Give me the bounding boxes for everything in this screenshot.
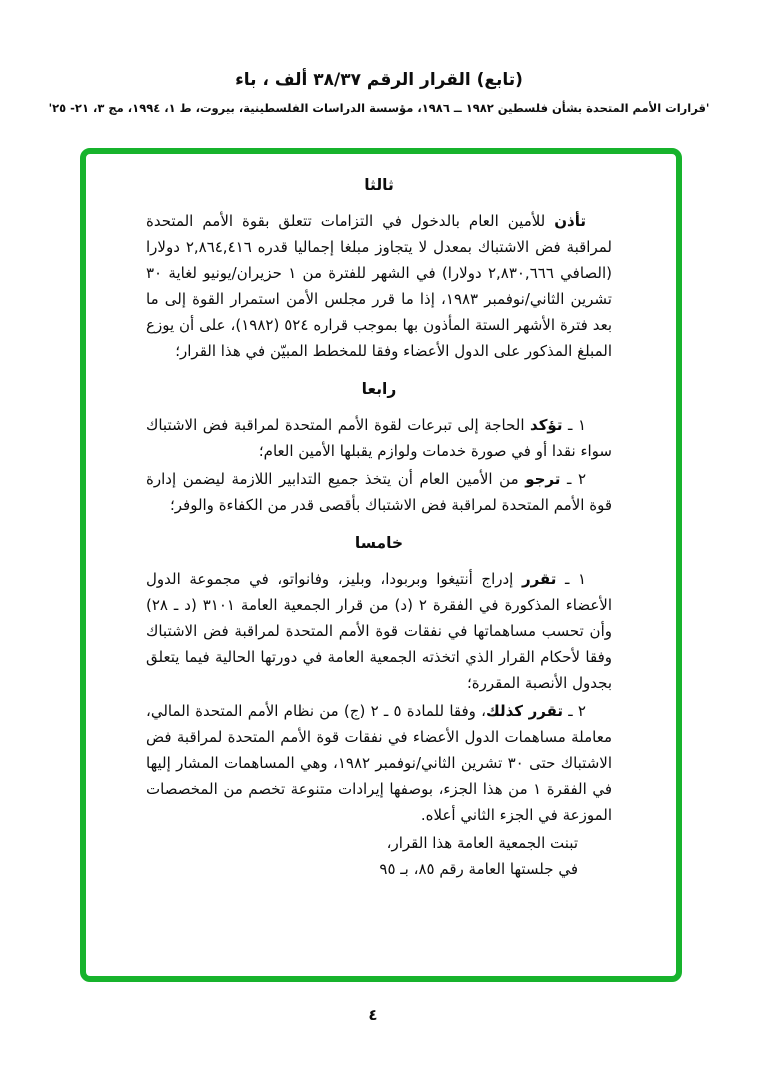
paragraph-number: ٢ ـ: [560, 470, 586, 488]
paragraph: [146, 412, 612, 464]
paragraph-body: من الأمين العام أن يتخذ جميع التدابير اللازمة ليضمن إدارة قوة الأمم المتحدة لمراقبة فض الاشتباك بأقصى قدر من الكفاءة والوفر؛: [146, 470, 612, 514]
paragraph-lead-word: تقرر كذلك: [485, 702, 564, 720]
paragraph-body: ، وفقا للمادة ٥ ـ ٢ (ج) من نظام الأمم المتحدة المالي، معاملة مساهمات الدول الأعضاء في نفقات قوة الأمم المتحدة لمراقبة فض الاشتباك حتى ٣٠ تشرين الثاني/نوفمبر ١٩٨٢، وهي المساهمات المشار إليها في الفقرة ١ من هذا الجزء، بوصفها إيرادات متنوعة تخصم من المخصصات الموزعة في الجزء الثاني أعلاه.: [146, 702, 612, 824]
paragraph-number: ١ ـ: [556, 570, 586, 588]
resolution-title: (تابع) القرار الرقم ٣٨/٣٧ ألف ، باء: [235, 70, 523, 90]
section-heading-fifth: خامسا: [354, 534, 404, 552]
paragraph-number: ٢ ـ: [563, 702, 586, 720]
paragraph: [146, 466, 612, 518]
section-heading-third: ثالثا: [364, 176, 394, 194]
page-number: ٤: [368, 1006, 378, 1024]
paragraph-lead-word: ترجو: [525, 470, 561, 488]
green-highlight-frame: [80, 148, 682, 982]
paragraph-body: الحاجة إلى تبرعات لقوة الأمم المتحدة لمراقبة فض الاشتباك سواء نقدا أو في صورة خدمات ولوازم يقبلها الأمين العام؛: [146, 416, 612, 460]
paragraph-body: للأمين العام بالدخول في التزامات تتعلق بقوة الأمم المتحدة لمراقبة فض الاشتباك بمعدل لا يتجاوز مبلغا إجماليا قدره ٢,٨٦٤,٤١٦ دولارا (الصافي ٢,٨٣٠,٦٦٦ دولارا) في الشهر للفترة من ١ حزيران/يونيو لغاية ٣٠ تشرين الثاني/نوفمبر ١٩٨٣، إذا ما قرر مجلس الأمن استمرار القوة إلى ما بعد فترة الأشهر الستة المأذون بها بموجب قراره ٥٢٤ (١٩٨٢)، على أن يوزع المبلغ المذكور على الدول الأعضاء وفقا للمخطط المبيّن في هذا القرار؛: [146, 212, 613, 360]
paragraph-lead-word: تؤكد: [530, 416, 563, 434]
paragraph-lead-word: تأذن: [554, 212, 586, 230]
paragraph: [146, 208, 612, 364]
source-citation: 'قرارات الأمم المتحدة بشأن فلسطين ١٩٨٢ ــ ١٩٨٦، مؤسسة الدراسات الفلسطينية، بيروت، ط ١، ١٩٩٤، مج ٣، ٢١- ٢٥': [48, 101, 710, 115]
paragraph: [146, 566, 612, 696]
paragraph-lead-word: تقرر: [521, 570, 557, 588]
section-heading-fourth: رابعا: [361, 380, 397, 398]
adoption-session-line: في جلستها العامة رقم ٨٥، بـ ٩٥: [379, 860, 578, 878]
page-header: [0, 0, 758, 115]
paragraph-body: إدراج أنتيغوا وبربودا، وبليز، وفانواتو، في مجموعة الدول الأعضاء المذكورة في الفقرة ٢ (د) من قرار الجمعية العامة ٣١٠١ (د ـ ٢٨) وأن تحسب مساهماتها في نفقات قوة الأمم المتحدة لمراقبة فض الاشتباك وفقا لأحكام القرار الذي اتخذته الجمعية العامة في دورتها الحالية فيما يتعلق بجدول الأنصبة المقررة؛: [146, 570, 612, 692]
paragraph: [146, 698, 612, 828]
paragraph-number: ١ ـ: [562, 416, 587, 434]
adoption-statement-line: تبنت الجمعية العامة هذا القرار،: [386, 834, 578, 852]
